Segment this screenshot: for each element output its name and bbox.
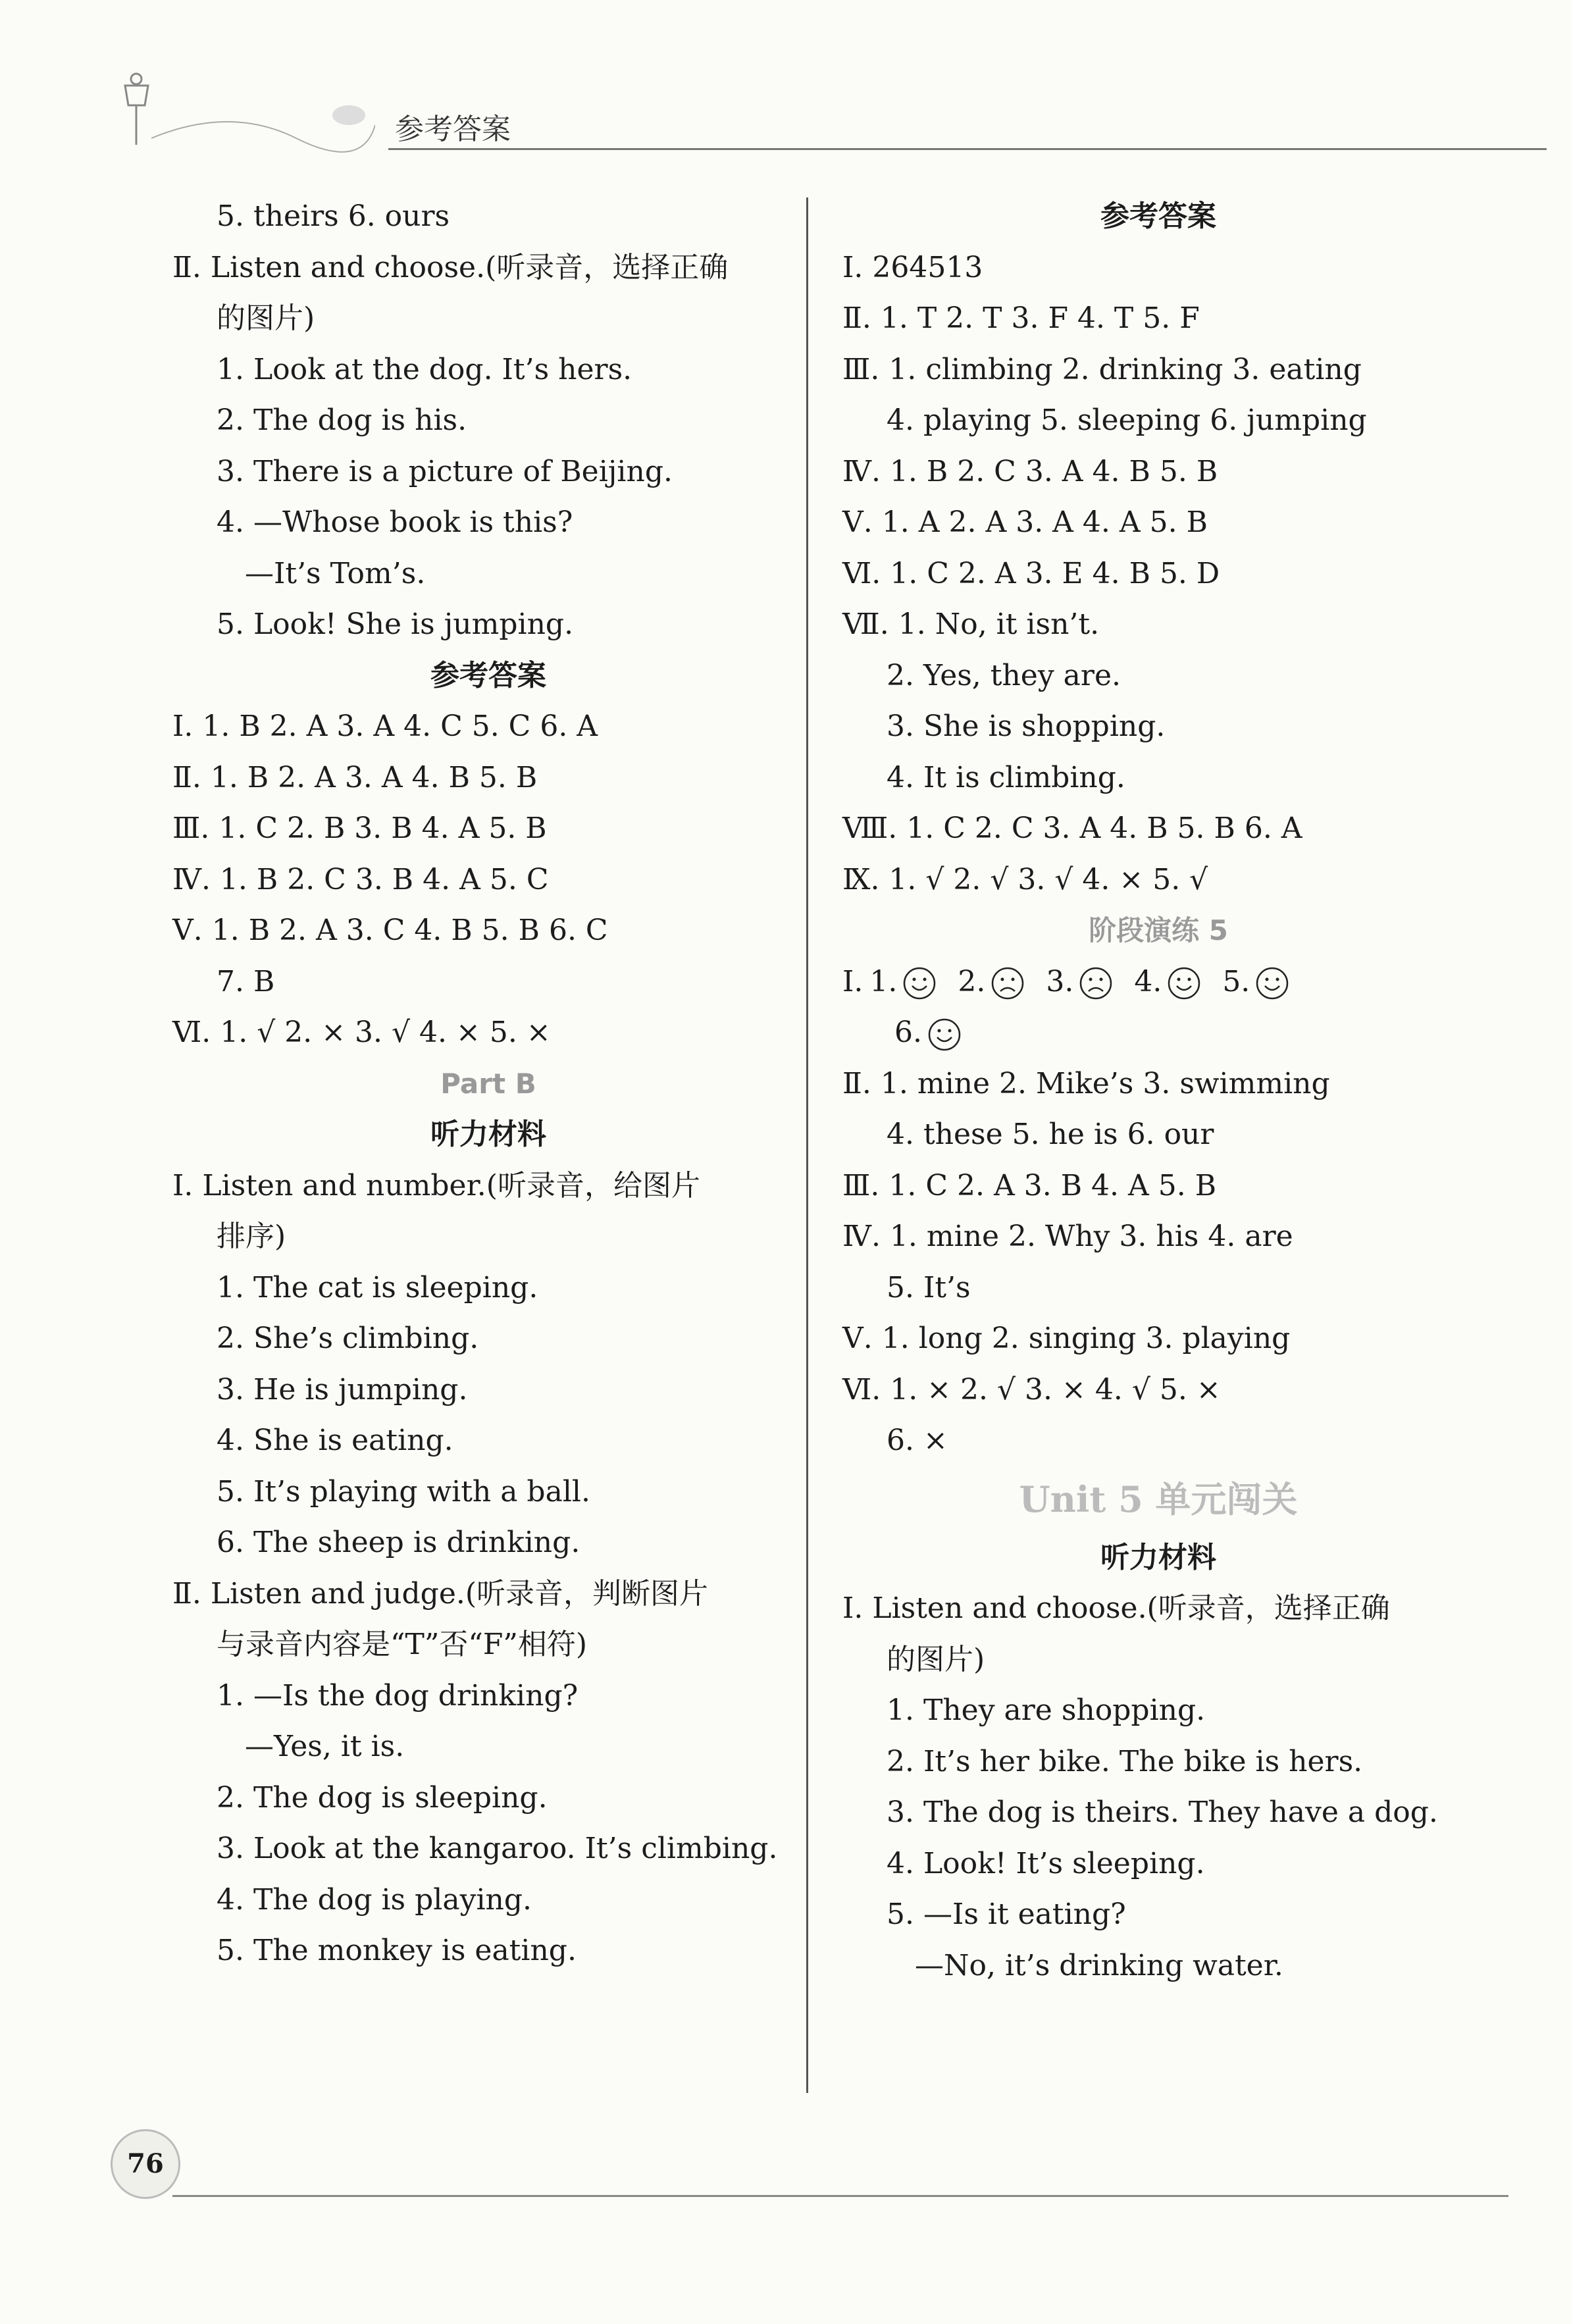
header-rule bbox=[388, 148, 1547, 150]
text-line: 5. It’s playing with a ball. bbox=[217, 1474, 590, 1509]
text-line: 6. × bbox=[887, 1424, 948, 1457]
text-line: Ⅰ. 264513 bbox=[842, 250, 983, 284]
lamp-decoration-icon bbox=[99, 66, 375, 165]
right-column-top bbox=[842, 191, 1474, 956]
text-line: 听力材料 bbox=[1100, 1540, 1216, 1574]
text-line: Ⅳ. 1. mine 2. Why 3. his 4. are bbox=[842, 1220, 1293, 1253]
text-line: Ⅱ. 1. B 2. A 3. A 4. B 5. B bbox=[172, 760, 538, 794]
faces-prefix: Ⅰ. bbox=[842, 964, 863, 998]
text-line: 的图片) bbox=[887, 1642, 985, 1676]
face-label: 5. bbox=[1222, 964, 1250, 998]
text-line: —It’s Tom’s. bbox=[245, 556, 426, 590]
text-line: Part B bbox=[440, 1067, 536, 1100]
text-line: 2. The dog is sleeping. bbox=[217, 1780, 548, 1815]
text-line: 4. The dog is playing. bbox=[217, 1882, 532, 1917]
text-line: 2. She’s climbing. bbox=[217, 1322, 479, 1355]
text-line: Ⅰ. Listen and number.(听录音，给图片 bbox=[172, 1168, 700, 1202]
sad-face-icon bbox=[1079, 966, 1113, 1000]
text-line: 5. —Is it eating? bbox=[887, 1898, 1126, 1931]
text-line: 阶段演练 5 bbox=[1089, 914, 1228, 946]
happy-face-icon bbox=[1167, 966, 1201, 1000]
text-line: 5. It’s bbox=[887, 1270, 971, 1304]
text-line: 2. The dog is his. bbox=[217, 403, 467, 437]
text-line: 排序) bbox=[217, 1220, 286, 1253]
text-line: 的图片) bbox=[217, 301, 315, 335]
face-label: 1. bbox=[869, 964, 898, 998]
text-line: Ⅱ. Listen and choose.(听录音，选择正确 bbox=[172, 250, 729, 284]
text-line: Ⅱ. Listen and judge.(听录音，判断图片 bbox=[172, 1576, 709, 1611]
footer-rule bbox=[172, 2195, 1508, 2197]
text-line: Ⅰ. 1. B 2. A 3. A 4. C 5. C 6. A bbox=[172, 710, 598, 743]
text-line: 参考答案 bbox=[1100, 199, 1216, 233]
text-line: —Yes, it is. bbox=[245, 1730, 405, 1763]
sad-face-icon bbox=[991, 966, 1025, 1000]
text-line: Ⅴ. 1. B 2. A 3. C 4. B 5. B 6. C bbox=[172, 914, 608, 947]
faces-row bbox=[842, 956, 1474, 1008]
text-line: Ⅷ. 1. C 2. C 3. A 4. B 5. B 6. A bbox=[842, 812, 1302, 845]
text-line: Ⅵ. 1. √ 2. × 3. √ 4. × 5. × bbox=[172, 1016, 551, 1049]
text-line: Ⅶ. 1. No, it isn’t. bbox=[842, 607, 1100, 641]
text-line: 6. The sheep is drinking. bbox=[217, 1526, 580, 1559]
text-line: 3. She is shopping. bbox=[887, 710, 1166, 743]
text-line: 3. Look at the kangaroo. It’s climbing. bbox=[217, 1832, 778, 1865]
text-line: Ⅲ. 1. C 2. B 3. B 4. A 5. B bbox=[172, 812, 547, 845]
face-label: 2. bbox=[958, 964, 986, 998]
header-title: 参考答案 bbox=[395, 113, 511, 146]
text-line: Unit 5 单元闯关 bbox=[1019, 1478, 1298, 1520]
text-line: 5. theirs 6. ours bbox=[217, 199, 450, 233]
text-line: 4. It is climbing. bbox=[887, 760, 1125, 794]
face-label: 6. bbox=[894, 1016, 922, 1049]
text-line: 参考答案 bbox=[430, 658, 546, 692]
happy-face-icon bbox=[902, 966, 937, 1000]
text-line: Ⅳ. 1. B 2. C 3. B 4. A 5. C bbox=[172, 862, 549, 896]
text-line: 4. —Whose book is this? bbox=[217, 505, 573, 539]
text-line: 7. B bbox=[217, 964, 275, 998]
page-header bbox=[99, 66, 1547, 165]
left-column bbox=[172, 191, 804, 1976]
text-line: Ⅳ. 1. B 2. C 3. A 4. B 5. B bbox=[842, 454, 1218, 488]
text-line: 2. Yes, they are. bbox=[887, 658, 1121, 692]
text-line: Ⅰ. Listen and choose.(听录音，选择正确 bbox=[842, 1591, 1390, 1625]
text-line: 3. He is jumping. bbox=[217, 1372, 468, 1407]
text-line: 3. The dog is theirs. They have a dog. bbox=[887, 1795, 1438, 1829]
text-line: Ⅵ. 1. × 2. √ 3. × 4. √ 5. × bbox=[842, 1372, 1221, 1407]
text-line: 5. The monkey is eating. bbox=[217, 1934, 577, 1967]
right-column-bottom bbox=[842, 1058, 1474, 1992]
text-line: Ⅴ. 1. A 2. A 3. A 4. A 5. B bbox=[842, 505, 1208, 539]
face-label: 4. bbox=[1134, 964, 1162, 998]
text-line: 1. They are shopping. bbox=[887, 1693, 1206, 1727]
text-line: Ⅱ. 1. mine 2. Mike’s 3. swimming bbox=[842, 1066, 1330, 1100]
text-line: 听力材料 bbox=[430, 1118, 546, 1151]
text-line: 1. The cat is sleeping. bbox=[217, 1270, 538, 1304]
text-line: 4. Look! It’s sleeping. bbox=[887, 1846, 1205, 1880]
text-line: 4. She is eating. bbox=[217, 1424, 453, 1457]
text-line: 1. Look at the dog. It’s hers. bbox=[217, 352, 632, 386]
right-column bbox=[842, 191, 1474, 1991]
text-line: Ⅵ. 1. C 2. A 3. E 4. B 5. D bbox=[842, 556, 1220, 590]
text-line: Ⅲ. 1. climbing 2. drinking 3. eating bbox=[842, 352, 1362, 386]
column-divider bbox=[806, 197, 808, 2093]
text-line: 与录音内容是“T”否“F”相符) bbox=[217, 1628, 588, 1661]
faces-row-continued bbox=[842, 1007, 1474, 1058]
text-line: 4. playing 5. sleeping 6. jumping bbox=[887, 403, 1367, 437]
text-line: 1. —Is the dog drinking? bbox=[217, 1678, 579, 1713]
happy-face-icon bbox=[927, 1018, 962, 1052]
page-number: 76 bbox=[111, 2129, 180, 2199]
text-line: 4. these 5. he is 6. our bbox=[887, 1118, 1214, 1151]
text-line: Ⅴ. 1. long 2. singing 3. playing bbox=[842, 1322, 1291, 1355]
text-line: —No, it’s drinking water. bbox=[915, 1948, 1283, 1982]
text-line: Ⅱ. 1. T 2. T 3. F 4. T 5. F bbox=[842, 301, 1200, 335]
text-line: Ⅸ. 1. √ 2. √ 3. √ 4. × 5. √ bbox=[842, 862, 1208, 896]
text-line: Ⅲ. 1. C 2. A 3. B 4. A 5. B bbox=[842, 1168, 1217, 1202]
text-line: 2. It’s her bike. The bike is hers. bbox=[887, 1744, 1363, 1778]
text-line: 3. There is a picture of Beijing. bbox=[217, 454, 673, 488]
face-label: 3. bbox=[1046, 964, 1074, 998]
happy-face-icon bbox=[1255, 966, 1289, 1000]
text-line: 5. Look! She is jumping. bbox=[217, 607, 574, 641]
